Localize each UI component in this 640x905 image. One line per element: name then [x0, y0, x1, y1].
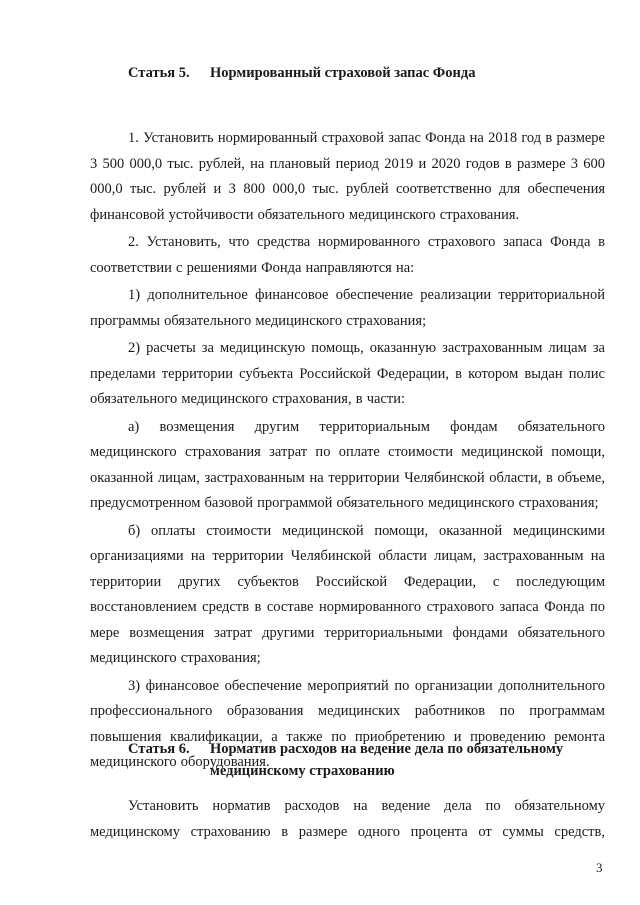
- article-5-subitem-b: б) оплаты стоимости медицинской помощи, оказанной медицинскими организациями на территории Челябинской области лицам, застрахованным на территории других субъектов Российской Федерации, с последующим восстановлением средств в составе нормированного страхового запаса Фонда по мере возмещения затрат другими территориальными фондами обязательного медицинского страхования;: [90, 522, 605, 666]
- article-6-number: Статья 6.: [128, 741, 190, 757]
- article-6-body: [90, 794, 605, 845]
- article-6-paragraph-1: Установить норматив расходов на ведение дела по обязательному медицинскому страхованию в размере одного процента от суммы средств,: [90, 798, 605, 840]
- article-5-paragraph-1: 1. Установить нормированный страховой запас Фонда на 2018 год в размере 3 500 000,0 тыс. рублей, на плановый период 2019 и 2020 годов в размере 3 600 000,0 тыс. рублей и 3 800 000,0 тыс. рублей соответственно для обеспечения финансовой устойчивости обязательного медицинского страхования.: [90, 130, 605, 223]
- article-5-paragraph-2: 2. Установить, что средства нормированного страхового запаса Фонда в соответствии с решениями Фонда направляются на:: [90, 234, 605, 276]
- article-5-subitem-a: а) возмещения другим территориальным фондам обязательного медицинского страхования затрат по оплате стоимости медицинской помощи, оказанной лицам, застрахованным на территории Челябинской области, в объеме, предусмотренном базовой программой обязательного медицинского страхования;: [90, 418, 605, 511]
- article-5-item-3: 3) финансовое обеспечение мероприятий по организации дополнительного профессионального образования медицинских работников по программам повышения квалификации, а также по приобретению и проведению ремонта медицинского оборудования.: [90, 677, 605, 770]
- article-5-item-1: 1) дополнительное финансовое обеспечение реализации территориальной программы обязательного медицинского страхования;: [90, 287, 605, 329]
- article-6-title: Норматив расходов на ведение дела по обязательному медицинскому страхованию: [210, 741, 564, 779]
- article-5-title: Нормированный страховой запас Фонда: [210, 65, 476, 81]
- article-5-number: Статья 5.: [128, 65, 190, 81]
- page-number: 3: [596, 860, 603, 875]
- article-5-body: [90, 126, 605, 776]
- article-5-item-2: 2) расчеты за медицинскую помощь, оказанную застрахованным лицам за пределами территории субъекта Российской Федерации, в котором выдан полис обязательного медицинского страхования, в части:: [90, 340, 605, 407]
